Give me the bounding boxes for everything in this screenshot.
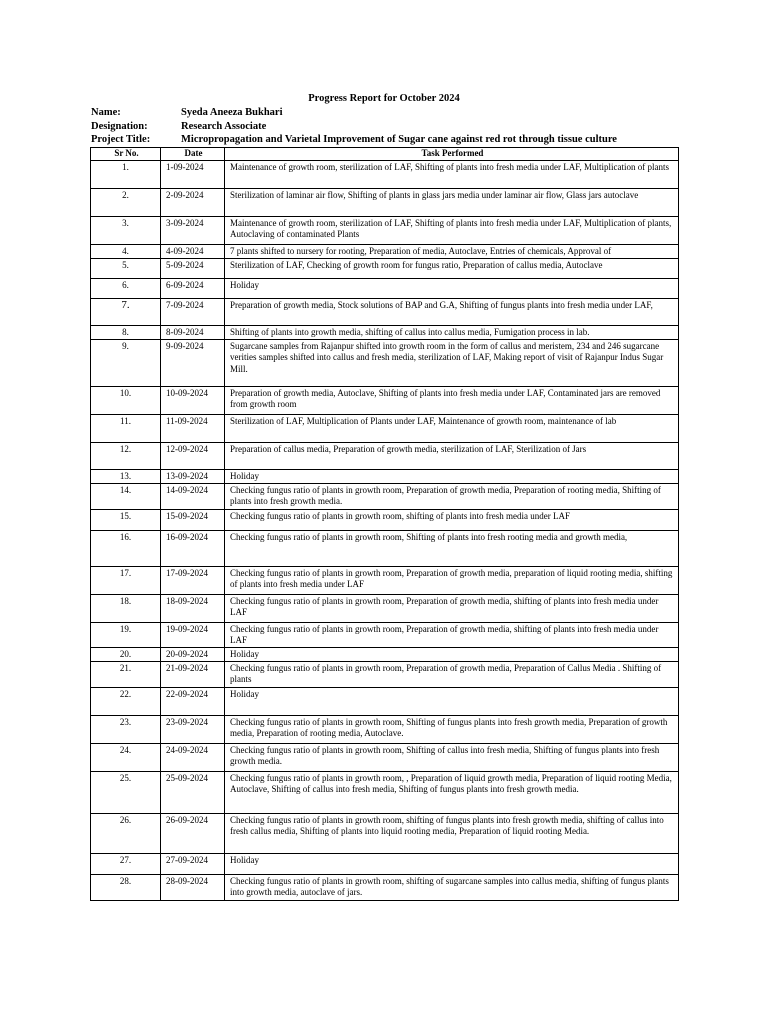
date-cell: 12-09-2024 <box>161 442 225 469</box>
sr-no-cell: 2. <box>91 188 161 216</box>
date-cell: 9-09-2024 <box>161 339 225 386</box>
header-task-performed: Task Performed <box>225 148 679 161</box>
sr-no-cell: 28. <box>91 874 161 900</box>
sr-no-cell: 14. <box>91 483 161 509</box>
task-cell: Checking fungus ratio of plants in growth room, shifting of fungus plants into fresh growth media, shifting of callus into fresh callus media, Shifting of plants into liquid rooting media, Preparation of liquid rooting Media. <box>225 813 679 853</box>
table-row <box>91 594 679 622</box>
task-cell: Sugarcane samples from Rajanpur shifted into growth room in the form of callus and meristem, 234 and 246 sugarcane verities samples shifted into callus and fresh media, sterilization of LAF, Making report of visit of Rajanpur Indus Sugar Mill. <box>225 339 679 386</box>
task-cell: Sterilization of laminar air flow, Shifting of plants in glass jars media under laminar air flow, Glass jars autoclave <box>225 188 679 216</box>
task-cell: Preparation of growth media, Stock solutions of BAP and G.A, Shifting of fungus plants into fresh media under LAF, <box>225 298 679 325</box>
task-cell: Checking fungus ratio of plants in growth room, Preparation of growth media, Preparation of rooting media, Shifting of plants into fresh growth media. <box>225 483 679 509</box>
task-cell: Checking fungus ratio of plants in growth room, Preparation of growth media, shifting of plants into fresh media under LAF <box>225 622 679 647</box>
date-cell: 21-09-2024 <box>161 661 225 687</box>
task-cell: Checking fungus ratio of plants in growth room, Preparation of growth media, Preparation of Callus Media . Shifting of plants <box>225 661 679 687</box>
sr-no-cell: 9. <box>91 339 161 386</box>
name-label: Name: <box>91 107 121 118</box>
sr-no-cell: 6. <box>91 278 161 298</box>
date-cell: 8-09-2024 <box>161 325 225 339</box>
task-cell: Sterilization of LAF, Multiplication of Plants under LAF, Maintenance of growth room, maintenance of lab <box>225 414 679 442</box>
table-row <box>91 386 679 414</box>
project-title-value: Micropropagation and Varietal Improvement of Sugar cane against red rot through tissue culture <box>181 134 617 145</box>
task-cell: Holiday <box>225 278 679 298</box>
sr-no-cell: 23. <box>91 715 161 743</box>
table-header-row <box>91 148 679 161</box>
sr-no-cell: 7. <box>91 298 161 325</box>
sr-no-cell: 25. <box>91 771 161 813</box>
sr-no-cell: 27. <box>91 853 161 874</box>
table-row <box>91 160 679 188</box>
table-row <box>91 298 679 325</box>
task-cell: Shifting of plants into growth media, shifting of callus into callus media, Fumigation process in lab. <box>225 325 679 339</box>
date-cell: 3-09-2024 <box>161 216 225 244</box>
date-cell: 1-09-2024 <box>161 160 225 188</box>
table-row <box>91 414 679 442</box>
sr-no-cell: 3. <box>91 216 161 244</box>
name-value: Syeda Aneeza Bukhari <box>181 107 283 118</box>
table-row <box>91 743 679 771</box>
sr-no-cell: 11. <box>91 414 161 442</box>
table-row <box>91 469 679 483</box>
designation-row <box>91 120 617 134</box>
header-date: Date <box>161 148 225 161</box>
date-cell: 22-09-2024 <box>161 687 225 715</box>
task-cell: Holiday <box>225 687 679 715</box>
table-row <box>91 258 679 278</box>
report-meta <box>91 106 617 147</box>
sr-no-cell: 1. <box>91 160 161 188</box>
date-cell: 24-09-2024 <box>161 743 225 771</box>
task-cell: Checking fungus ratio of plants in growth room, Shifting of callus into fresh media, Shifting of fungus plants into fresh growth media. <box>225 743 679 771</box>
table-row <box>91 483 679 509</box>
table-row <box>91 647 679 661</box>
date-cell: 5-09-2024 <box>161 258 225 278</box>
table-row <box>91 853 679 874</box>
table-row <box>91 244 679 258</box>
date-cell: 23-09-2024 <box>161 715 225 743</box>
designation-value: Research Associate <box>181 120 267 132</box>
sr-no-cell: 4. <box>91 244 161 258</box>
header-sr-no: Sr No. <box>91 148 161 161</box>
table-row <box>91 813 679 853</box>
name-row <box>91 106 617 120</box>
sr-no-cell: 21. <box>91 661 161 687</box>
project-title-row <box>91 133 617 147</box>
date-cell: 11-09-2024 <box>161 414 225 442</box>
task-cell: Checking fungus ratio of plants in growth room, , Preparation of liquid growth media, Preparation of liquid rooting Media, Autoclave, Shifting of callus into fresh media, Shifting of fungus plants into fresh growth media. <box>225 771 679 813</box>
sr-no-cell: 20. <box>91 647 161 661</box>
table-row <box>91 661 679 687</box>
task-cell: Checking fungus ratio of plants in growth room, Preparation of growth media, preparation of liquid rooting media, shifting of plants into fresh media under LAF <box>225 566 679 594</box>
task-cell: Maintenance of growth room, sterilization of LAF, Shifting of plants into fresh media under LAF, Multiplication of plants <box>225 160 679 188</box>
date-cell: 7-09-2024 <box>161 298 225 325</box>
table-body <box>91 160 679 900</box>
report-title: Progress Report for October 2024 <box>308 93 460 104</box>
table-row <box>91 715 679 743</box>
date-cell: 26-09-2024 <box>161 813 225 853</box>
date-cell: 17-09-2024 <box>161 566 225 594</box>
date-cell: 16-09-2024 <box>161 530 225 566</box>
table-row <box>91 339 679 386</box>
sr-no-cell: 26. <box>91 813 161 853</box>
task-cell: Checking fungus ratio of plants in growth room, Preparation of growth media, shifting of plants into fresh media under LAF <box>225 594 679 622</box>
project-title-label: Project Title: <box>91 134 151 145</box>
date-cell: 28-09-2024 <box>161 874 225 900</box>
date-cell: 4-09-2024 <box>161 244 225 258</box>
task-cell: Checking fungus ratio of plants in growth room, Shifting of plants into fresh rooting media and growth media, <box>225 530 679 566</box>
table-row <box>91 687 679 715</box>
task-cell: Checking fungus ratio of plants in growth room, shifting of plants into fresh media under LAF <box>225 509 679 530</box>
progress-table <box>90 147 679 901</box>
table-row <box>91 216 679 244</box>
task-cell: Holiday <box>225 647 679 661</box>
date-cell: 6-09-2024 <box>161 278 225 298</box>
table-row <box>91 874 679 900</box>
table-row <box>91 566 679 594</box>
task-cell: 7 plants shifted to nursery for rooting, Preparation of media, Autoclave, Entries of chemicals, Approval of <box>225 244 679 258</box>
sr-no-cell: 17. <box>91 566 161 594</box>
task-cell: Checking fungus ratio of plants in growth room, shifting of sugarcane samples into callus media, shifting of fungus plants into growth media, autoclave of jars. <box>225 874 679 900</box>
task-cell: Sterilization of LAF, Checking of growth room for fungus ratio, Preparation of callus media, Autoclave <box>225 258 679 278</box>
designation-label: Designation: <box>91 120 148 132</box>
table-row <box>91 509 679 530</box>
date-cell: 27-09-2024 <box>161 853 225 874</box>
table-row <box>91 325 679 339</box>
date-cell: 10-09-2024 <box>161 386 225 414</box>
table-row <box>91 442 679 469</box>
table-row <box>91 188 679 216</box>
sr-no-cell: 24. <box>91 743 161 771</box>
sr-no-cell: 16. <box>91 530 161 566</box>
sr-no-cell: 22. <box>91 687 161 715</box>
sr-no-cell: 8. <box>91 325 161 339</box>
date-cell: 25-09-2024 <box>161 771 225 813</box>
date-cell: 18-09-2024 <box>161 594 225 622</box>
task-cell: Maintenance of growth room, sterilization of LAF, Shifting of plants into fresh media under LAF, Multiplication of plants, Autoclaving of contaminated Plants <box>225 216 679 244</box>
task-cell: Preparation of callus media, Preparation of growth media, sterilization of LAF, Sterilization of Jars <box>225 442 679 469</box>
sr-no-cell: 19. <box>91 622 161 647</box>
task-cell: Preparation of growth media, Autoclave, Shifting of plants into fresh media under LAF, Contaminated jars are removed from growth room <box>225 386 679 414</box>
sr-no-cell: 10. <box>91 386 161 414</box>
task-cell: Holiday <box>225 853 679 874</box>
table-row <box>91 278 679 298</box>
date-cell: 15-09-2024 <box>161 509 225 530</box>
sr-no-cell: 5. <box>91 258 161 278</box>
table-row <box>91 530 679 566</box>
sr-no-cell: 13. <box>91 469 161 483</box>
date-cell: 13-09-2024 <box>161 469 225 483</box>
date-cell: 2-09-2024 <box>161 188 225 216</box>
task-cell: Checking fungus ratio of plants in growth room, Shifting of fungus plants into fresh growth media, Preparation of growth media, Preparation of rooting media, Autoclave. <box>225 715 679 743</box>
task-cell: Holiday <box>225 469 679 483</box>
table-row <box>91 622 679 647</box>
sr-no-cell: 12. <box>91 442 161 469</box>
table-row <box>91 771 679 813</box>
date-cell: 19-09-2024 <box>161 622 225 647</box>
date-cell: 14-09-2024 <box>161 483 225 509</box>
sr-no-cell: 15. <box>91 509 161 530</box>
date-cell: 20-09-2024 <box>161 647 225 661</box>
sr-no-cell: 18. <box>91 594 161 622</box>
